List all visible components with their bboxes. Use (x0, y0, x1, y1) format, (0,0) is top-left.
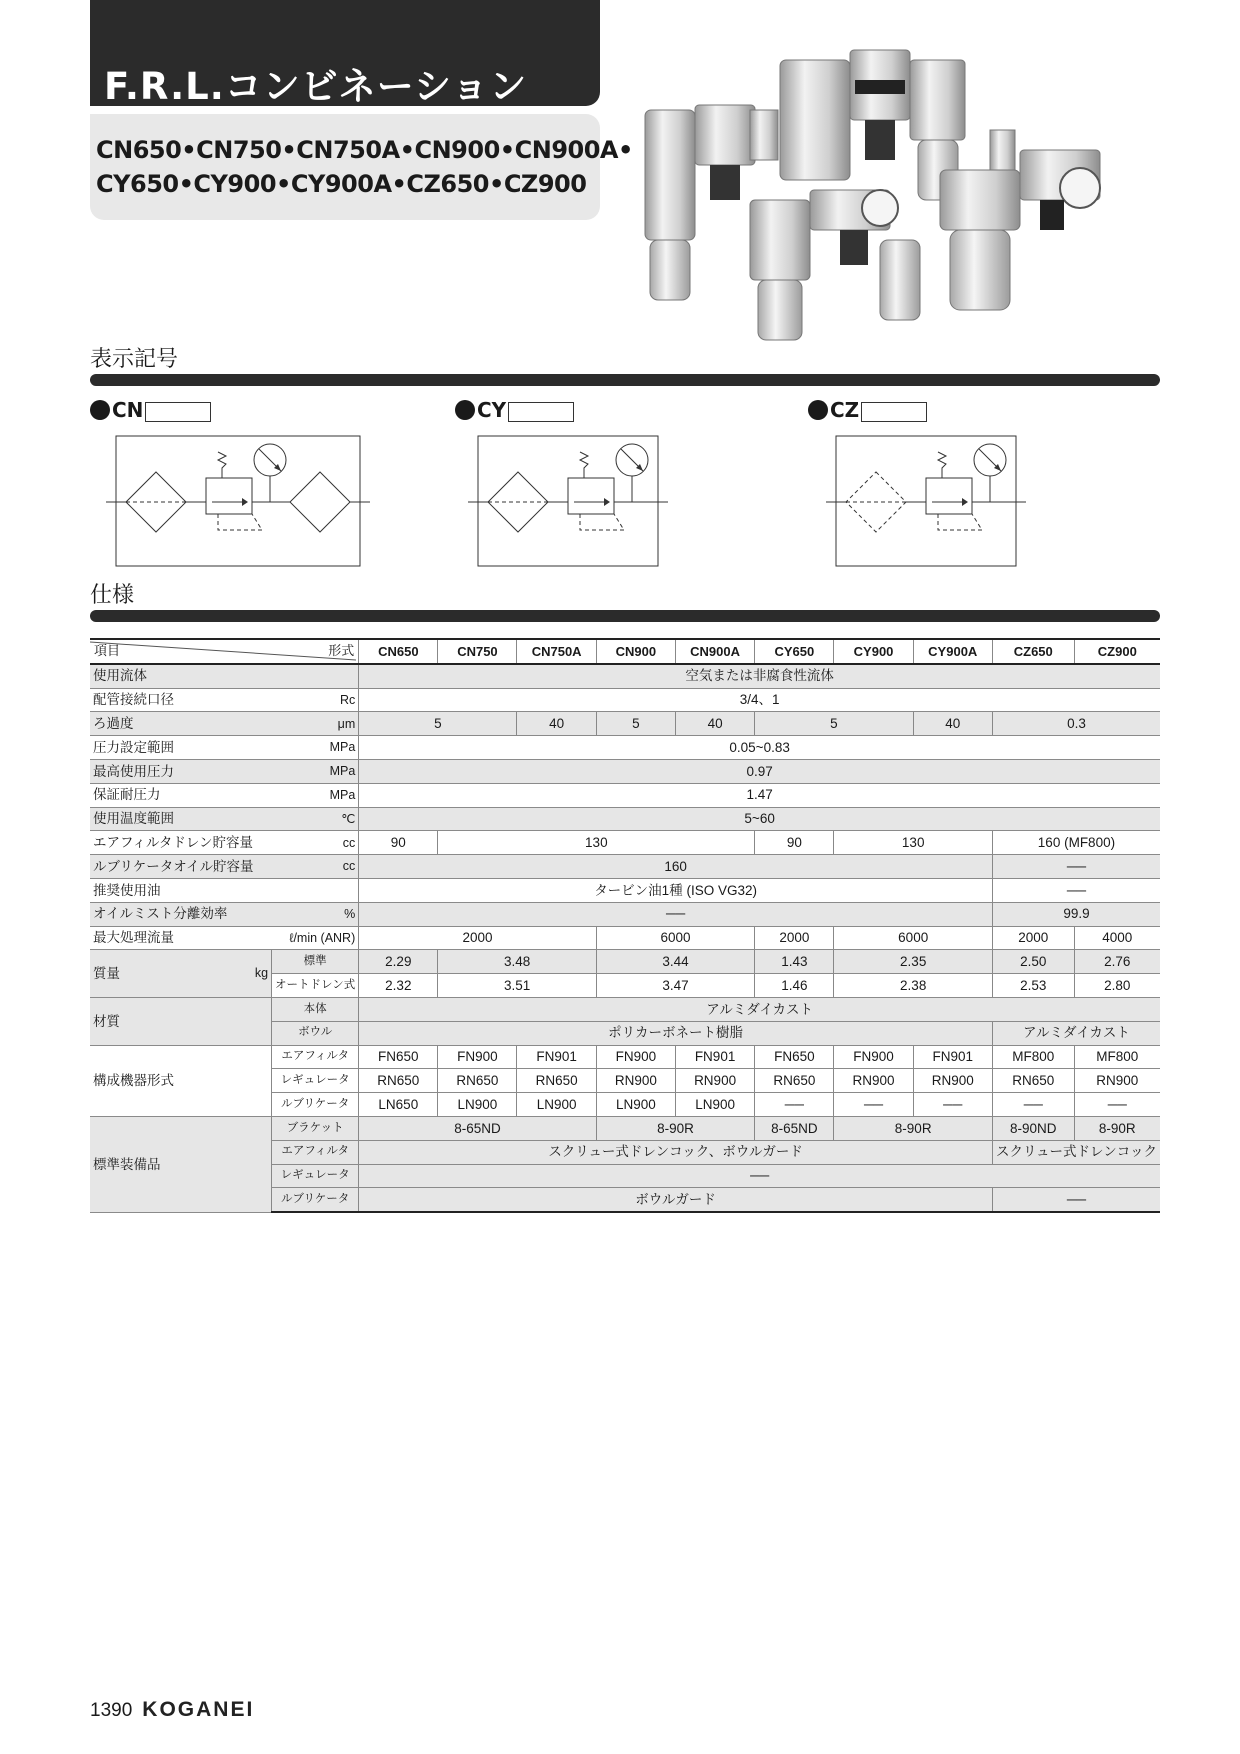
row-accessories-lubricator: ルブリケータ ボウルガード ── (90, 1188, 1160, 1212)
row-pressure-range: 圧力設定範囲 MPa 0.05~0.83 (90, 736, 1160, 760)
row-proof-pressure: 保証耐圧力 MPa 1.47 (90, 783, 1160, 807)
model-header: CY650 (755, 639, 834, 664)
accessories-label: 標準装備品 (90, 1116, 272, 1212)
bullet-icon (808, 400, 828, 420)
model-header: CN750 (438, 639, 517, 664)
page-title: F.R.L.コンビネーション (104, 65, 528, 108)
brand-logo: KOGANEI (142, 1698, 255, 1721)
row-mist-efficiency: オイルミスト分離効率 % ── 99.9 (90, 902, 1160, 926)
mass-unit: kg (254, 965, 269, 980)
header-item-type: 項目 形式 (90, 639, 359, 664)
model-code-box (508, 402, 574, 422)
models-line-2: CY650•CY900•CY900A•CZ650•CZ900 (96, 170, 587, 198)
row-oil-capacity: ルブリケータオイル貯容量 cc 160 ── (90, 855, 1160, 879)
row-components-filter: 構成機器形式 エアフィルタ FN650 FN900 FN901 FN900 FN901 FN650 FN900 FN901 MF800 MF800 (90, 1045, 1160, 1069)
model-header: CY900 (834, 639, 913, 664)
row-components-regulator: レギュレータ RN650 RN650 RN650 RN900 RN900 RN650 RN900 RN900 RN650 RN900 (90, 1069, 1160, 1093)
model-code-box (145, 402, 211, 422)
components-label: 構成機器形式 (90, 1045, 272, 1116)
row-accessories-bracket: 標準装備品 ブラケット 8-65ND 8-90R 8-65ND 8-90R 8-90ND 8-90R (90, 1116, 1160, 1140)
row-fluid: 使用流体 空気または非腐食性流体 (90, 664, 1160, 688)
footer (90, 1698, 254, 1722)
symbol-label-cz: CZ (808, 398, 927, 422)
row-temp-range: 使用温度範囲 ℃ 5~60 (90, 807, 1160, 831)
row-accessories-filter: エアフィルタ スクリュー式ドレンコック、ボウルガード スクリュー式ドレンコック (90, 1140, 1160, 1164)
page-number: 1390 (90, 1700, 133, 1721)
row-mass-standard: 質量 kg 標準 2.29 3.48 3.44 1.43 2.35 2.50 2.76 (90, 950, 1160, 974)
row-mass-auto: オートドレン式 2.32 3.51 3.47 1.46 2.38 2.53 2.80 (90, 974, 1160, 998)
row-components-lubricator: ルブリケータ LN650 LN900 LN900 LN900 LN900 ── ── ── ── ── (90, 1093, 1160, 1117)
model-header: CN900 (596, 639, 675, 664)
model-code-box (861, 402, 927, 422)
row-max-pressure: 最高使用圧力 MPa 0.97 (90, 759, 1160, 783)
row-filtration: ろ過度 μm 5 40 5 40 5 40 0.3 (90, 712, 1160, 736)
material-label: 材質 (90, 997, 272, 1045)
model-header: CZ900 (1074, 639, 1160, 664)
models-block (90, 114, 600, 220)
row-oil: 推奨使用油 タービン油1種 (ISO VG32) ── (90, 878, 1160, 902)
spec-table (90, 638, 1160, 1213)
cz-pneumatic-symbol (826, 430, 1026, 570)
symbol-label-cn: CN (90, 398, 211, 422)
symbols-section-bar (90, 374, 1160, 386)
model-header: CZ650 (992, 639, 1074, 664)
model-header: CY900A (913, 639, 992, 664)
row-material-body: 材質 本体 アルミダイカスト (90, 997, 1160, 1021)
cn-pneumatic-symbol (106, 430, 370, 570)
models-line-1: CN650•CN750•CN750A•CN900•CN900A• (96, 136, 633, 164)
model-header: CN650 (359, 639, 438, 664)
mass-label: 質量 (93, 965, 120, 981)
bullet-icon (90, 400, 110, 420)
symbols-section-title: 表示記号 (90, 347, 179, 372)
header-diagonal (90, 640, 356, 662)
row-material-bowl: ボウル ポリカーボネート樹脂 アルミダイカスト (90, 1021, 1160, 1045)
row-max-flow: 最大処理流量 ℓ/min (ANR) 2000 6000 2000 6000 2000 4000 (90, 926, 1160, 950)
model-header: CN750A (517, 639, 596, 664)
row-port: 配管接続口径 Rc 3/4、1 (90, 688, 1160, 712)
bullet-icon (455, 400, 475, 420)
model-header: CN900A (675, 639, 754, 664)
symbol-label-cy: CY (455, 398, 574, 422)
spec-section-title: 仕様 (90, 583, 135, 608)
row-drain-capacity: エアフィルタドレン貯容量 cc 90 130 90 130 160 (MF800) (90, 831, 1160, 855)
cy-pneumatic-symbol (468, 430, 668, 570)
product-photo (640, 40, 1160, 356)
spec-section-bar (90, 610, 1160, 622)
row-accessories-regulator: レギュレータ ── (90, 1164, 1160, 1188)
